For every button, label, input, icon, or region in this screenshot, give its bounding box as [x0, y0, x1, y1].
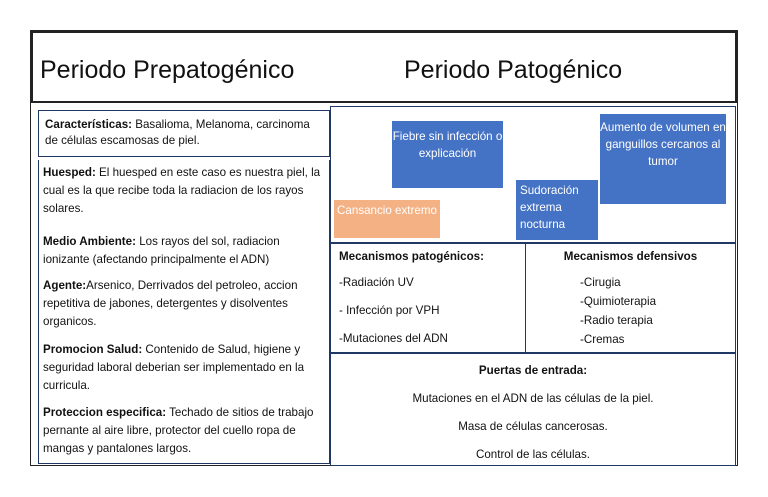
patogenico-item: - Infección por VPH: [339, 304, 440, 317]
mecanismos-patogenicos-title: Mecanismos patogénicos:: [339, 250, 484, 263]
puerta-item: Masa de células cancerosas.: [458, 420, 608, 433]
proteccion-text: [43, 404, 325, 458]
huesped-label: Huesped:: [43, 166, 96, 179]
pathogenic-title: Periodo Patogénico: [404, 56, 623, 84]
mecanismos-patogenicos-box: [330, 243, 526, 353]
cansancio-box: Cansancio extremo: [334, 200, 440, 238]
caracteristicas-label: Características:: [45, 118, 133, 131]
caracteristicas-text: [39, 111, 329, 149]
medio-ambiente-value: Los rayos del sol, radiacion ionizante (afectando principalmente el ADN): [43, 235, 280, 266]
prepatogenic-column: [38, 160, 330, 464]
fiebre-box: Fiebre sin infección o explicación: [392, 121, 503, 188]
promocion-text: [43, 341, 325, 395]
defensivo-item: -Quimioterapia: [580, 295, 657, 308]
promocion-value: Contenido de Salud, higiene y seguridad laboral deberian ser implementado en la curricula.: [43, 343, 305, 392]
aumento-volumen-box: Aumento de volumen en ganguillos cercanos al tumor: [600, 114, 726, 204]
agente-label: Agente:: [43, 279, 87, 292]
prepatogenic-title: Periodo Prepatogénico: [40, 56, 295, 84]
defensivo-item: -Cremas: [580, 333, 625, 346]
promocion-label: Promocion Salud:: [43, 343, 143, 356]
medio-ambiente-text: [43, 233, 325, 269]
sudoracion-box: Sudoración extrema nocturna: [516, 180, 598, 240]
defensivo-item: -Cirugia: [580, 276, 621, 289]
proteccion-value: Techado de sitios de trabajo pernante al aire libre, protector del cuello ropa de mangas y pantalones largos.: [43, 406, 314, 455]
patogenico-item: -Mutaciones del ADN: [339, 332, 448, 345]
agente-value: Arsenico, Derrivados del petroleo, accion repetitiva de jabones, detergentes y disolventes organicos.: [43, 279, 298, 328]
agente-text: [43, 277, 325, 331]
huesped-text: [43, 164, 325, 218]
caracteristicas-box: [38, 110, 330, 157]
puertas-entrada-title: Puertas de entrada:: [478, 364, 588, 377]
proteccion-label: Proteccion especifica:: [43, 406, 167, 419]
caracteristicas-value: Basalioma, Melanoma, carcinoma de células escamosas de piel.: [45, 118, 310, 147]
medio-ambiente-label: Medio Ambiente:: [43, 235, 136, 248]
mecanismos-defensivos-box: [525, 243, 736, 353]
puertas-entrada-box: [330, 353, 736, 466]
puerta-item: Mutaciones en el ADN de las células de la piel.: [412, 392, 654, 405]
patogenico-item: -Radiación UV: [339, 276, 414, 289]
huesped-value: El huesped en este caso es nuestra piel, la cual es la que recibe toda la radiacion de los rayos solares.: [43, 166, 321, 215]
puerta-item: Control de las células.: [475, 448, 591, 461]
mecanismos-defensivos-title: Mecanismos defensivos: [563, 250, 698, 263]
defensivo-item: -Radio terapia: [580, 314, 653, 327]
